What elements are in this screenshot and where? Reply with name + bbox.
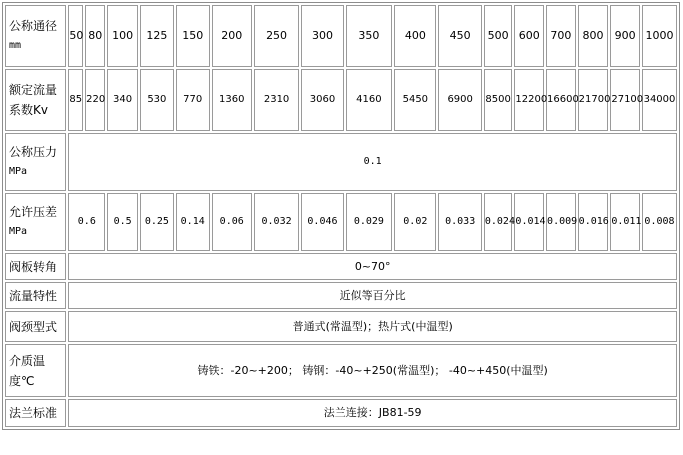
kv-cell: 530 <box>140 69 174 131</box>
row-flange-standard <box>5 399 677 427</box>
dn-cell: 200 <box>212 5 252 67</box>
allowed-pressure-diff-label-unit: MPa <box>9 226 28 237</box>
row-nominal-pressure <box>5 133 677 191</box>
dn-cell: 125 <box>140 5 174 67</box>
nominal-diameter-label <box>5 5 66 67</box>
flange-standard-value: 法兰连接：JB81-59 <box>68 399 677 427</box>
kv-cell: 34000 <box>642 69 677 131</box>
bonnet-type-value: 普通式(常温型)；热片式(中温型) <box>68 311 677 342</box>
row-plate-rotation <box>5 253 677 280</box>
dn-cell: 450 <box>438 5 481 67</box>
dp-cell: 0.024 <box>484 193 513 251</box>
dp-cell: 0.02 <box>394 193 436 251</box>
rated-flow-label-line2: 系数Kv <box>9 103 48 117</box>
flange-standard-label: 法兰标准 <box>5 399 66 427</box>
dp-cell: 0.033 <box>438 193 481 251</box>
kv-cell: 3060 <box>301 69 343 131</box>
dn-cell: 300 <box>301 5 343 67</box>
flow-characteristic-label: 流量特性 <box>5 282 66 309</box>
row-allowed-pressure-diff <box>5 193 677 251</box>
nominal-diameter-label-unit: mm <box>9 40 22 51</box>
row-nominal-diameter <box>5 5 677 67</box>
kv-cell: 6900 <box>438 69 481 131</box>
dp-cell: 0.6 <box>68 193 105 251</box>
nominal-pressure-label-unit: MPa <box>9 166 28 177</box>
dp-cell: 0.032 <box>254 193 299 251</box>
allowed-pressure-diff-label-name: 允许压差 <box>9 205 58 219</box>
dp-cell: 0.5 <box>107 193 138 251</box>
dn-cell: 500 <box>484 5 513 67</box>
dp-cell: 0.046 <box>301 193 343 251</box>
rated-flow-label-line1: 额定流量 <box>9 83 58 97</box>
dp-cell: 0.029 <box>346 193 393 251</box>
kv-cell: 2310 <box>254 69 299 131</box>
row-flow-characteristic <box>5 282 677 309</box>
dn-cell: 800 <box>578 5 609 67</box>
kv-cell: 4160 <box>346 69 393 131</box>
dp-cell: 0.14 <box>176 193 210 251</box>
dn-cell: 600 <box>514 5 544 67</box>
allowed-pressure-diff-label <box>5 193 66 251</box>
nominal-pressure-label-name: 公称压力 <box>9 145 58 159</box>
plate-rotation-value: 0~70° <box>68 253 677 280</box>
kv-cell: 21700 <box>578 69 609 131</box>
medium-temperature-label <box>5 344 66 397</box>
kv-cell: 27100 <box>610 69 640 131</box>
dn-cell: 700 <box>546 5 576 67</box>
dn-cell: 1000 <box>642 5 677 67</box>
dp-cell: 0.06 <box>212 193 252 251</box>
rated-flow-label <box>5 69 66 131</box>
dp-cell: 0.016 <box>578 193 609 251</box>
row-rated-flow <box>5 69 677 131</box>
dp-cell: 0.011 <box>610 193 640 251</box>
nominal-diameter-label-name: 公称通径 <box>9 19 58 33</box>
row-medium-temperature <box>5 344 677 397</box>
dn-cell: 100 <box>107 5 138 67</box>
kv-cell: 220 <box>85 69 105 131</box>
kv-cell: 340 <box>107 69 138 131</box>
bonnet-type-label: 阀颈型式 <box>5 311 66 342</box>
valve-spec-table <box>2 2 680 430</box>
medium-temperature-label-line2: 度℃ <box>9 373 35 388</box>
kv-cell: 8500 <box>484 69 513 131</box>
dp-cell: 0.008 <box>642 193 677 251</box>
dn-cell: 50 <box>68 5 83 67</box>
flow-characteristic-value: 近似等百分比 <box>68 282 677 309</box>
nominal-pressure-label <box>5 133 66 191</box>
plate-rotation-label: 阀板转角 <box>5 253 66 280</box>
medium-temperature-label-line1: 介质温 <box>9 353 46 368</box>
dn-cell: 900 <box>610 5 640 67</box>
dp-cell: 0.014 <box>514 193 544 251</box>
kv-cell: 770 <box>176 69 210 131</box>
dn-cell: 250 <box>254 5 299 67</box>
dn-cell: 400 <box>394 5 436 67</box>
row-bonnet-type <box>5 311 677 342</box>
dn-cell: 80 <box>85 5 105 67</box>
kv-cell: 12200 <box>514 69 544 131</box>
dp-cell: 0.009 <box>546 193 576 251</box>
medium-temperature-value: 铸铁：-20~+200； 铸钢：-40~+250(常温型)； -40~+450(中温型) <box>68 344 677 397</box>
dn-cell: 150 <box>176 5 210 67</box>
kv-cell: 1360 <box>212 69 252 131</box>
kv-cell: 85 <box>68 69 83 131</box>
nominal-pressure-value: 0.1 <box>68 133 677 191</box>
kv-cell: 5450 <box>394 69 436 131</box>
dp-cell: 0.25 <box>140 193 174 251</box>
dn-cell: 350 <box>346 5 393 67</box>
kv-cell: 16600 <box>546 69 576 131</box>
